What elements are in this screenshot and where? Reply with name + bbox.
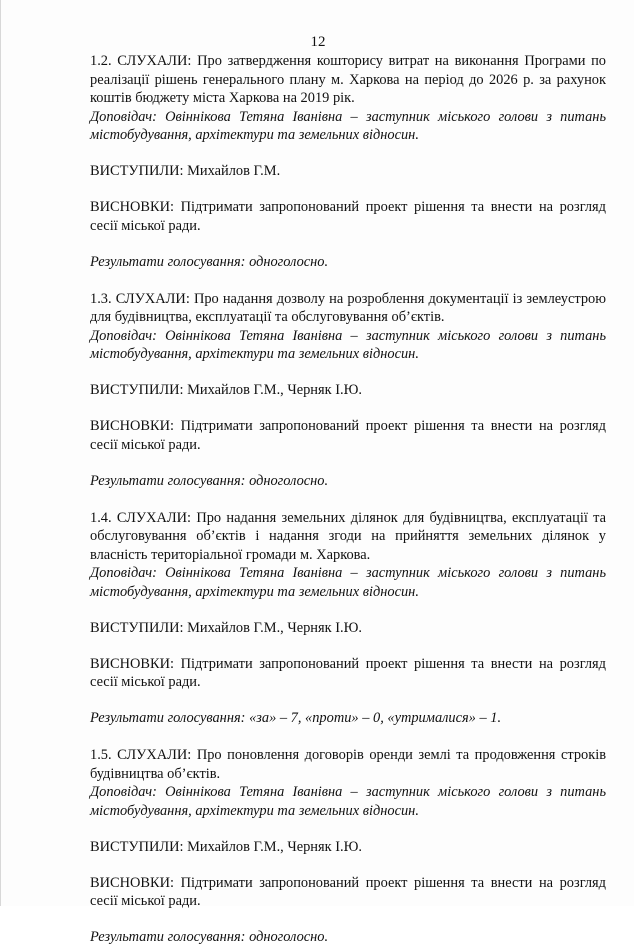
spoke-text: Михайлов Г.М., Черняк І.Ю. — [187, 382, 362, 398]
spoke-label: ВИСТУПИЛИ: — [90, 382, 184, 398]
conclusion-paragraph — [90, 655, 606, 692]
spoke-paragraph — [90, 162, 606, 181]
vote-text: одноголосно. — [249, 929, 329, 945]
reporter-label: Доповідач: — [90, 784, 157, 800]
agenda-item-1-3 — [90, 290, 606, 491]
heard-label: 1.2. СЛУХАЛИ: — [90, 53, 192, 69]
vote-text: одноголосно. — [249, 253, 329, 270]
vote-paragraph — [90, 928, 606, 947]
vote-text: одноголосно. — [249, 472, 329, 489]
conclusion-label: ВИСНОВКИ: — [90, 874, 174, 891]
spoke-label: ВИСТУПИЛИ: — [90, 163, 184, 179]
conclusion-label: ВИСНОВКИ: — [90, 418, 174, 434]
conclusion-label: ВИСНОВКИ: — [90, 199, 174, 215]
spoke-paragraph — [90, 838, 606, 857]
spoke-text: Михайлов Г.М., Черняк І.Ю. — [187, 838, 362, 855]
heard-paragraph — [90, 290, 606, 327]
reporter-paragraph — [90, 564, 606, 601]
minutes-content — [90, 52, 606, 947]
spoke-label: ВИСТУПИЛИ: — [90, 619, 184, 636]
reporter-text: Овіннікова Тетяна Іванівна – заступник міського голови з питань містобудування, архітектури та земельних відносин. — [90, 108, 606, 143]
spoke-label: ВИСТУПИЛИ: — [90, 838, 184, 855]
vote-label: Результати голосування: — [90, 253, 246, 270]
agenda-item-1-4 — [90, 509, 606, 728]
conclusion-paragraph — [90, 417, 606, 454]
conclusion-label: ВИСНОВКИ: — [90, 655, 174, 672]
vote-label: Результати голосування: — [90, 472, 246, 489]
vote-label: Результати голосування: — [90, 929, 246, 945]
spoke-text: Михайлов Г.М. — [187, 163, 281, 179]
spoke-text: Михайлов Г.М., Черняк І.Ю. — [187, 619, 362, 636]
vote-text: «за» – 7, «проти» – 0, «утрималися» – 1. — [249, 710, 502, 726]
reporter-paragraph — [90, 327, 606, 364]
spoke-paragraph — [90, 381, 606, 400]
heard-paragraph — [90, 509, 606, 565]
heard-text: Про надання земельних ділянок для будівництва, експлуатації та обслуговування об’єктів і надання згоди на прийняття земельних ділянок у власність територіальної громади м. Харкова. — [90, 509, 606, 563]
conclusion-paragraph — [90, 198, 606, 235]
reporter-text: Овіннікова Тетяна Іванівна – заступник міського голови з питань містобудування, архітектури та земельних відносин. — [90, 784, 606, 819]
agenda-item-1-2 — [90, 52, 606, 271]
reporter-label: Доповідач: — [90, 327, 157, 344]
conclusion-text: Підтримати запропонований проект рішення та внести на розгляд сесії міської ради. — [90, 418, 606, 453]
reporter-paragraph — [90, 783, 606, 820]
reporter-label: Доповідач: — [90, 108, 157, 125]
heard-label: 1.4. СЛУХАЛИ: — [90, 509, 192, 526]
conclusion-paragraph — [90, 874, 606, 911]
vote-paragraph — [90, 253, 606, 272]
heard-paragraph — [90, 746, 606, 783]
vote-paragraph — [90, 709, 606, 728]
vote-label: Результати голосування: — [90, 710, 246, 726]
heard-text: Про поновлення договорів оренди землі та продовження строків будівництва об’єктів. — [90, 747, 606, 782]
agenda-item-1-5 — [90, 746, 606, 947]
reporter-paragraph — [90, 108, 606, 145]
heard-label: 1.3. СЛУХАЛИ: — [90, 290, 190, 307]
spoke-paragraph — [90, 619, 606, 638]
heard-paragraph — [90, 52, 606, 108]
vote-paragraph — [90, 472, 606, 491]
conclusion-text: Підтримати запропонований проект рішення та внести на розгляд сесії міської ради. — [90, 874, 606, 909]
reporter-label: Доповідач: — [90, 565, 157, 581]
conclusion-text: Підтримати запропонований проект рішення та внести на розгляд сесії міської ради. — [90, 655, 606, 690]
reporter-text: Овіннікова Тетяна Іванівна – заступник міського голови з питань містобудування, архітектури та земельних відносин. — [90, 565, 606, 600]
heard-text: Про затвердження кошторису витрат на виконання Програми по реалізації рішень генерального плану м. Харкова на період до 2026 р. за рахунок коштів бюджету міста Харкова на 2019 рік. — [90, 53, 606, 106]
heard-label: 1.5. СЛУХАЛИ: — [90, 747, 192, 763]
heard-text: Про надання дозволу на розроблення документації із землеустрою для будівництва, експлуатації та обслуговування об’єктів. — [90, 290, 606, 325]
conclusion-text: Підтримати запропонований проект рішення та внести на розгляд сесії міської ради. — [90, 199, 606, 234]
page-number: 12 — [310, 34, 326, 50]
reporter-text: Овіннікова Тетяна Іванівна – заступник міського голови з питань містобудування, архітектури та земельних відносин. — [90, 327, 606, 362]
